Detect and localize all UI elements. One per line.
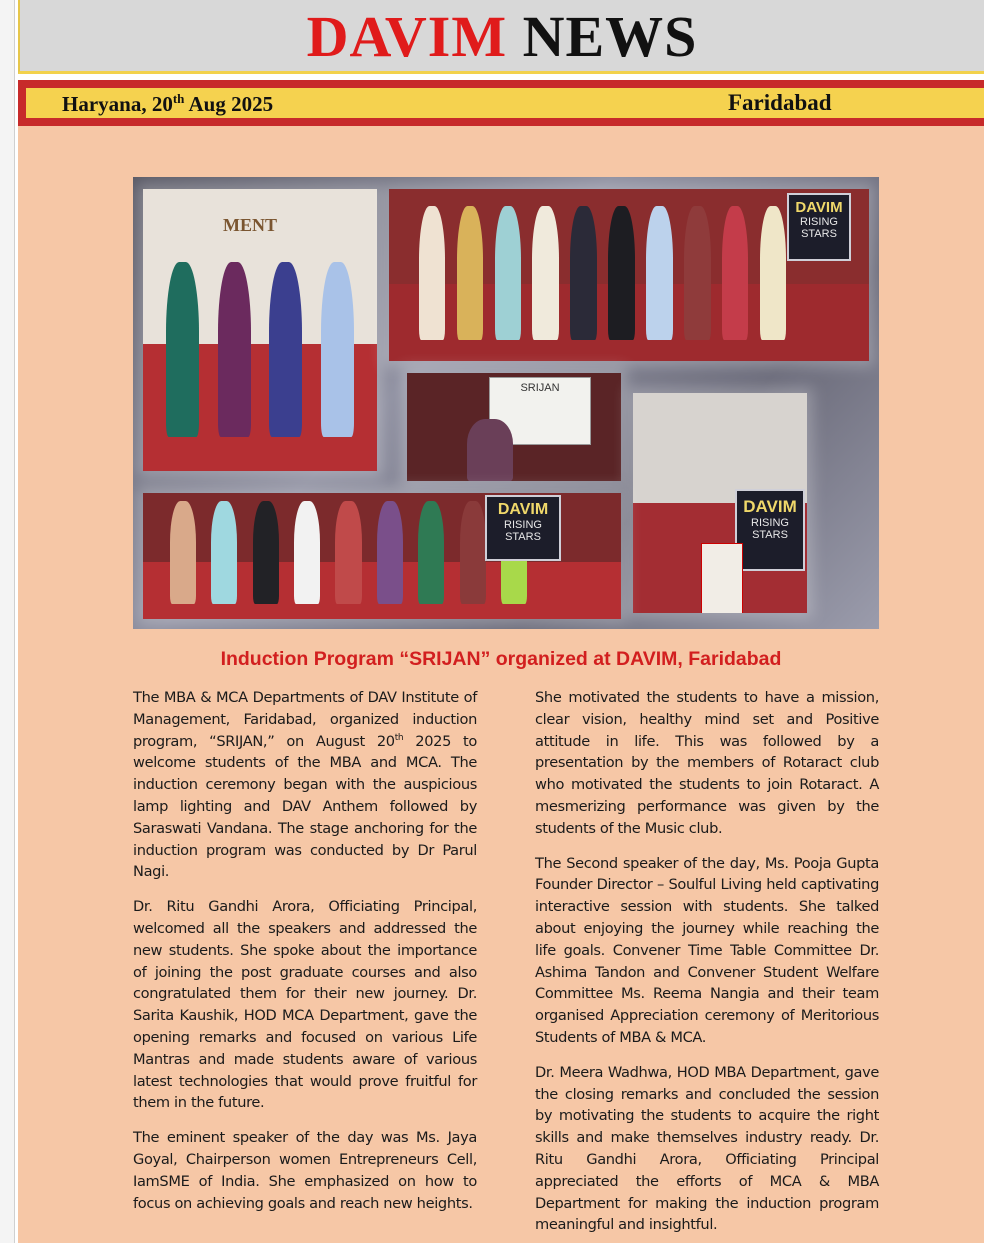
article-headline: Induction Program “SRIJAN” organized at DAVIM, Faridabad: [220, 648, 782, 670]
backdrop-text: MENT: [223, 215, 277, 235]
davim-banner-3: [485, 495, 561, 561]
photo-collage: [133, 177, 879, 629]
photo-student-awards: [143, 493, 621, 619]
photo-speaker-srijan: [407, 373, 621, 481]
dateline-city: Faridabad: [728, 90, 832, 115]
dateline-place: Haryana, 20: [62, 92, 173, 116]
paragraph: The MBA & MCA Departments of DAV Institute of Management, Faridabad, organized induction program, “SRIJAN,” on August 20th 2025 to welcome students of the MBA and MCA. The induction ceremony began with the auspicious lamp lighting and DAV Anthem followed by Saraswati Vandana. The stage anchoring for the induction program was conducted by Dr Parul Nagi.: [133, 689, 477, 881]
masthead: [18, 0, 984, 74]
davim-banner-2: [735, 489, 805, 571]
viewer-left-edge: [0, 0, 15, 1243]
banner-subtitle-2: RISING STARS: [751, 517, 789, 541]
slide-title: SRIJAN: [520, 382, 560, 394]
title-news: NEWS: [522, 4, 698, 69]
davim-banner-1: [787, 193, 851, 261]
dateline-month-year: Aug 2025: [184, 92, 274, 116]
banner-subtitle: RISING STARS: [800, 216, 838, 240]
paragraph: The Second speaker of the day, Ms. Pooja Gupta Founder Director – Soulful Living held captivating interactive session with students. She talked about enjoying the journey while reaching the life goals. Convener Time Table Committee Dr. Ashima Tandon and Convener Student Welfare Committee Ms. Reema Nangia and their team organised Appreciation ceremony of Meritorious Students of MBA & MCA.: [535, 854, 879, 1046]
newspaper-title: [20, 6, 984, 68]
paragraph: The eminent speaker of the day was Ms. Jaya Goyal, Chairperson women Entrepreneurs Cell, IamSME of India. She emphasized on how to focus on achieving goals and reach new heights.: [133, 1129, 477, 1212]
photo-podium-speaker: [633, 393, 807, 613]
photo-group-faculty: [389, 189, 869, 361]
article-column-left: [133, 687, 477, 1227]
dateline-place-date: [62, 91, 273, 117]
newsletter-page: [18, 126, 984, 1243]
paragraph: She motivated the students to have a mission, clear vision, healthy mind set and Positive attitude in life. This was followed by a presentation by the members of Rotaract club who motivated the students to join Rotaract. A mesmerizing performance was given by the students of the Music club.: [535, 689, 879, 837]
dateline-ordinal: th: [172, 91, 185, 106]
photo-plant-presentation: [143, 189, 377, 471]
podium: [701, 543, 743, 613]
paragraph: Dr. Ritu Gandhi Arora, Officiating Principal, welcomed all the speakers and addressed the new students. She spoke about the importance of joining the post graduate courses and also congratulated them for their new journey. Dr. Sarita Kaushik, HOD MCA Department, gave the opening remarks and focused on various Life Mantras and made students aware of various latest technologies that would prove fruitful for them in the future.: [133, 898, 477, 1112]
article-column-right: [535, 687, 879, 1249]
banner-title-3: DAVIM: [497, 501, 549, 518]
banner-subtitle-3: RISING STARS: [504, 519, 542, 543]
title-davim: DAVIM: [306, 4, 508, 69]
banner-title-2: DAVIM: [743, 497, 797, 516]
paragraph: Dr. Meera Wadhwa, HOD MBA Department, gave the closing remarks and concluded the session by motivating the students to acquire the right skills and make themselves industry ready. Dr. Ritu Gandhi Arora, Officiating Principal appreciated the efforts of MCA & MBA Department for making the induction program meaningful and insightful.: [535, 1063, 879, 1234]
speaker-figure: [467, 419, 513, 481]
banner-title: DAVIM: [795, 199, 843, 216]
dateline: [26, 88, 984, 118]
dateline-bar: [18, 80, 984, 126]
